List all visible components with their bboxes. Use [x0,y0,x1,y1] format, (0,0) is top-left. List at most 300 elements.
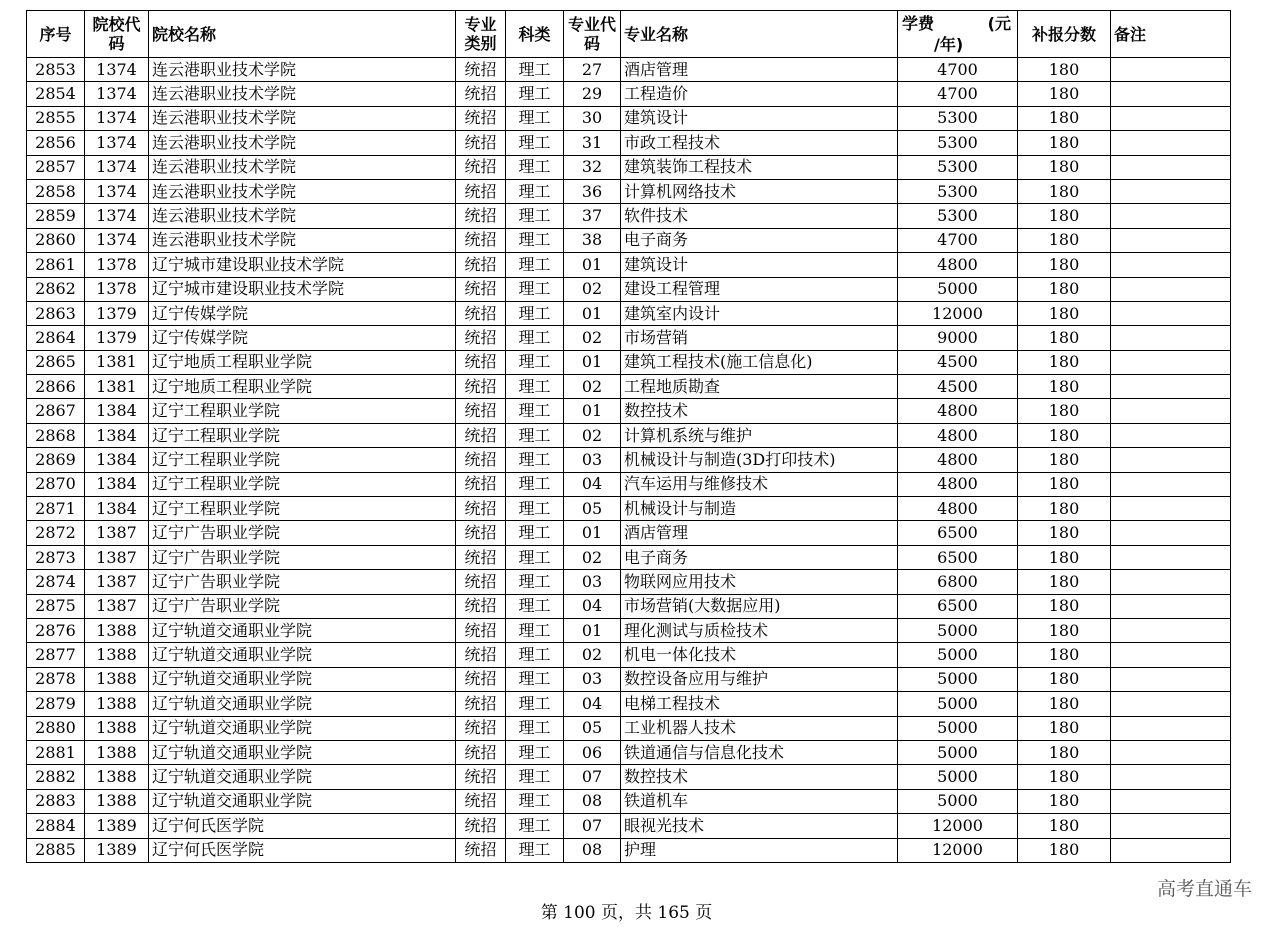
cell-fee: 5300 [898,131,1018,155]
table-row [27,399,1231,423]
header-major-code: 专业代码 [564,11,621,58]
cell-major-name: 建设工程管理 [621,277,898,301]
cell-school-name: 辽宁广告职业学院 [149,521,456,545]
header-seq: 序号 [27,11,85,58]
cell-fee: 5000 [898,740,1018,764]
table-row [27,594,1231,618]
cell-seq: 2878 [27,667,85,691]
cell-school-name: 辽宁工程职业学院 [149,472,456,496]
cell-seq: 2863 [27,301,85,325]
cell-fee: 5000 [898,618,1018,642]
cell-score: 180 [1018,155,1111,179]
cell-seq: 2865 [27,350,85,374]
cell-major-code: 32 [564,155,621,179]
cell-category: 统招 [456,667,506,691]
cell-note [1111,375,1231,399]
cell-fee: 6500 [898,521,1018,545]
table-row [27,545,1231,569]
cell-fee: 5000 [898,789,1018,813]
cell-category: 统招 [456,570,506,594]
cell-score: 180 [1018,497,1111,521]
cell-major-code: 02 [564,326,621,350]
cell-category: 统招 [456,497,506,521]
cell-school-name: 辽宁工程职业学院 [149,423,456,447]
cell-note [1111,131,1231,155]
cell-seq: 2861 [27,253,85,277]
table-row [27,570,1231,594]
cell-subject: 理工 [506,545,564,569]
cell-subject: 理工 [506,570,564,594]
cell-major-name: 软件技术 [621,204,898,228]
cell-major-code: 01 [564,350,621,374]
cell-fee: 4500 [898,350,1018,374]
cell-school-name: 辽宁地质工程职业学院 [149,375,456,399]
cell-subject: 理工 [506,82,564,106]
cell-score: 180 [1018,423,1111,447]
cell-subject: 理工 [506,399,564,423]
cell-major-code: 27 [564,58,621,82]
table-row [27,740,1231,764]
cell-score: 180 [1018,350,1111,374]
cell-school-name: 辽宁何氏医学院 [149,814,456,838]
cell-fee: 12000 [898,301,1018,325]
cell-fee: 5300 [898,155,1018,179]
cell-major-name: 计算机网络技术 [621,179,898,203]
header-note: 备注 [1111,11,1231,58]
cell-major-code: 02 [564,643,621,667]
cell-major-code: 07 [564,765,621,789]
cell-major-code: 02 [564,423,621,447]
cell-category: 统招 [456,326,506,350]
cell-fee: 5300 [898,106,1018,130]
cell-school-code: 1384 [85,423,149,447]
cell-fee: 4500 [898,375,1018,399]
cell-major-name: 建筑室内设计 [621,301,898,325]
cell-major-code: 05 [564,497,621,521]
cell-major-name: 电梯工程技术 [621,692,898,716]
cell-school-name: 辽宁工程职业学院 [149,399,456,423]
cell-subject: 理工 [506,814,564,838]
table-row [27,497,1231,521]
cell-major-name: 电子商务 [621,228,898,252]
table-row [27,667,1231,691]
cell-major-name: 酒店管理 [621,521,898,545]
table-row [27,521,1231,545]
cell-subject: 理工 [506,228,564,252]
cell-major-name: 工程地质勘查 [621,375,898,399]
cell-score: 180 [1018,204,1111,228]
cell-fee: 5000 [898,692,1018,716]
admission-table [26,10,1231,863]
cell-subject: 理工 [506,326,564,350]
cell-major-name: 工程造价 [621,82,898,106]
cell-major-code: 08 [564,838,621,863]
cell-school-code: 1388 [85,740,149,764]
cell-fee: 4700 [898,228,1018,252]
cell-seq: 2877 [27,643,85,667]
cell-note [1111,545,1231,569]
cell-seq: 2872 [27,521,85,545]
cell-note [1111,594,1231,618]
cell-major-code: 29 [564,82,621,106]
table-row [27,179,1231,203]
cell-note [1111,814,1231,838]
cell-major-code: 30 [564,106,621,130]
cell-category: 统招 [456,58,506,82]
cell-school-name: 辽宁传媒学院 [149,301,456,325]
cell-subject: 理工 [506,497,564,521]
cell-school-name: 辽宁地质工程职业学院 [149,350,456,374]
cell-major-name: 物联网应用技术 [621,570,898,594]
cell-note [1111,497,1231,521]
cell-subject: 理工 [506,179,564,203]
cell-note [1111,106,1231,130]
cell-major-name: 数控技术 [621,399,898,423]
table-row [27,472,1231,496]
table-row [27,253,1231,277]
cell-category: 统招 [456,423,506,447]
header-category: 专业类别 [456,11,506,58]
cell-seq: 2880 [27,716,85,740]
cell-note [1111,82,1231,106]
cell-category: 统招 [456,301,506,325]
cell-fee: 9000 [898,326,1018,350]
cell-school-name: 辽宁工程职业学院 [149,448,456,472]
cell-score: 180 [1018,375,1111,399]
cell-score: 180 [1018,253,1111,277]
cell-school-code: 1388 [85,789,149,813]
cell-major-name: 机械设计与制造(3D打印技术) [621,448,898,472]
cell-subject: 理工 [506,521,564,545]
cell-score: 180 [1018,58,1111,82]
cell-school-code: 1378 [85,277,149,301]
cell-major-name: 工业机器人技术 [621,716,898,740]
header-school-name: 院校名称 [149,11,456,58]
cell-major-code: 05 [564,716,621,740]
cell-category: 统招 [456,350,506,374]
cell-note [1111,692,1231,716]
cell-subject: 理工 [506,204,564,228]
cell-seq: 2875 [27,594,85,618]
cell-school-code: 1384 [85,497,149,521]
cell-fee: 5300 [898,179,1018,203]
cell-score: 180 [1018,179,1111,203]
cell-note [1111,350,1231,374]
table-row [27,131,1231,155]
cell-category: 统招 [456,204,506,228]
table-row [27,228,1231,252]
table-header [27,11,1231,58]
cell-major-code: 01 [564,253,621,277]
cell-major-name: 市场营销 [621,326,898,350]
header-major-name: 专业名称 [621,11,898,58]
table-row [27,301,1231,325]
cell-major-code: 01 [564,399,621,423]
cell-school-code: 1379 [85,326,149,350]
cell-fee: 6800 [898,570,1018,594]
cell-note [1111,472,1231,496]
cell-category: 统招 [456,716,506,740]
cell-fee: 4800 [898,448,1018,472]
cell-school-name: 辽宁轨道交通职业学院 [149,716,456,740]
cell-seq: 2857 [27,155,85,179]
cell-major-code: 08 [564,789,621,813]
cell-major-name: 酒店管理 [621,58,898,82]
cell-subject: 理工 [506,106,564,130]
cell-note [1111,643,1231,667]
table-row [27,204,1231,228]
cell-note [1111,618,1231,642]
cell-major-code: 04 [564,692,621,716]
cell-note [1111,204,1231,228]
cell-subject: 理工 [506,253,564,277]
table-row [27,423,1231,447]
cell-school-name: 辽宁轨道交通职业学院 [149,618,456,642]
cell-school-code: 1374 [85,204,149,228]
table-row [27,58,1231,82]
cell-note [1111,521,1231,545]
cell-score: 180 [1018,692,1111,716]
cell-school-code: 1374 [85,155,149,179]
cell-category: 统招 [456,765,506,789]
cell-fee: 6500 [898,545,1018,569]
cell-score: 180 [1018,545,1111,569]
cell-seq: 2873 [27,545,85,569]
cell-school-name: 连云港职业技术学院 [149,179,456,203]
cell-score: 180 [1018,570,1111,594]
cell-seq: 2858 [27,179,85,203]
cell-school-name: 连云港职业技术学院 [149,155,456,179]
cell-fee: 4800 [898,399,1018,423]
cell-seq: 2874 [27,570,85,594]
table-body [27,58,1231,863]
cell-subject: 理工 [506,594,564,618]
cell-major-code: 36 [564,179,621,203]
cell-major-name: 市场营销(大数据应用) [621,594,898,618]
cell-note [1111,326,1231,350]
cell-school-name: 连云港职业技术学院 [149,106,456,130]
cell-major-name: 建筑设计 [621,253,898,277]
cell-subject: 理工 [506,131,564,155]
cell-school-code: 1388 [85,765,149,789]
cell-school-code: 1381 [85,350,149,374]
cell-category: 统招 [456,838,506,863]
cell-school-name: 辽宁城市建设职业技术学院 [149,253,456,277]
cell-school-code: 1374 [85,82,149,106]
cell-school-code: 1379 [85,301,149,325]
cell-category: 统招 [456,789,506,813]
cell-major-code: 02 [564,545,621,569]
cell-note [1111,838,1231,863]
table-row [27,716,1231,740]
cell-score: 180 [1018,131,1111,155]
cell-school-code: 1384 [85,399,149,423]
cell-seq: 2879 [27,692,85,716]
cell-major-name: 汽车运用与维修技术 [621,472,898,496]
cell-school-name: 辽宁轨道交通职业学院 [149,643,456,667]
table-row [27,838,1231,863]
cell-school-code: 1378 [85,253,149,277]
cell-score: 180 [1018,789,1111,813]
cell-fee: 5000 [898,667,1018,691]
cell-school-name: 辽宁城市建设职业技术学院 [149,277,456,301]
cell-score: 180 [1018,326,1111,350]
cell-score: 180 [1018,472,1111,496]
cell-category: 统招 [456,740,506,764]
cell-school-name: 连云港职业技术学院 [149,58,456,82]
table-row [27,326,1231,350]
cell-note [1111,155,1231,179]
cell-major-name: 理化测试与质检技术 [621,618,898,642]
cell-category: 统招 [456,277,506,301]
cell-subject: 理工 [506,58,564,82]
cell-category: 统招 [456,692,506,716]
table-row [27,789,1231,813]
cell-major-name: 铁道机车 [621,789,898,813]
cell-fee: 5000 [898,765,1018,789]
cell-subject: 理工 [506,765,564,789]
cell-major-code: 37 [564,204,621,228]
cell-note [1111,301,1231,325]
cell-subject: 理工 [506,643,564,667]
cell-fee: 4800 [898,497,1018,521]
cell-category: 统招 [456,814,506,838]
cell-school-name: 辽宁轨道交通职业学院 [149,765,456,789]
cell-category: 统招 [456,82,506,106]
cell-major-name: 电子商务 [621,545,898,569]
cell-subject: 理工 [506,692,564,716]
cell-school-code: 1388 [85,692,149,716]
cell-major-name: 计算机系统与维护 [621,423,898,447]
cell-seq: 2867 [27,399,85,423]
cell-score: 180 [1018,82,1111,106]
cell-school-code: 1388 [85,667,149,691]
cell-seq: 2859 [27,204,85,228]
cell-category: 统招 [456,228,506,252]
cell-subject: 理工 [506,155,564,179]
cell-school-name: 连云港职业技术学院 [149,204,456,228]
cell-major-name: 建筑工程技术(施工信息化) [621,350,898,374]
cell-seq: 2882 [27,765,85,789]
cell-fee: 5000 [898,277,1018,301]
cell-note [1111,716,1231,740]
cell-major-name: 数控技术 [621,765,898,789]
header-subject: 科类 [506,11,564,58]
table-row [27,643,1231,667]
cell-major-code: 01 [564,301,621,325]
table-row [27,765,1231,789]
cell-score: 180 [1018,399,1111,423]
cell-score: 180 [1018,765,1111,789]
cell-major-code: 04 [564,472,621,496]
cell-major-code: 06 [564,740,621,764]
cell-score: 180 [1018,301,1111,325]
cell-note [1111,179,1231,203]
header-fee-unit: (元 [987,14,1011,33]
cell-major-code: 01 [564,618,621,642]
table-row [27,618,1231,642]
cell-school-code: 1384 [85,448,149,472]
header-fee-label: 学费 [902,14,935,33]
cell-score: 180 [1018,667,1111,691]
cell-note [1111,228,1231,252]
cell-score: 180 [1018,521,1111,545]
cell-fee: 4800 [898,472,1018,496]
cell-score: 180 [1018,448,1111,472]
cell-school-name: 辽宁轨道交通职业学院 [149,789,456,813]
cell-school-code: 1387 [85,545,149,569]
cell-major-code: 03 [564,667,621,691]
cell-seq: 2864 [27,326,85,350]
cell-category: 统招 [456,253,506,277]
table-row [27,448,1231,472]
cell-major-code: 02 [564,277,621,301]
cell-school-code: 1374 [85,106,149,130]
cell-major-name: 铁道通信与信息化技术 [621,740,898,764]
cell-school-name: 辽宁传媒学院 [149,326,456,350]
cell-score: 180 [1018,643,1111,667]
cell-note [1111,253,1231,277]
cell-seq: 2855 [27,106,85,130]
cell-school-code: 1388 [85,643,149,667]
cell-fee: 4800 [898,423,1018,447]
cell-note [1111,58,1231,82]
cell-score: 180 [1018,838,1111,863]
cell-school-code: 1384 [85,472,149,496]
cell-fee: 4800 [898,253,1018,277]
cell-seq: 2854 [27,82,85,106]
cell-fee: 6500 [898,594,1018,618]
cell-major-code: 07 [564,814,621,838]
cell-seq: 2868 [27,423,85,447]
table-row [27,82,1231,106]
cell-seq: 2862 [27,277,85,301]
cell-score: 180 [1018,106,1111,130]
cell-fee: 5300 [898,204,1018,228]
cell-school-code: 1381 [85,375,149,399]
cell-category: 统招 [456,643,506,667]
cell-note [1111,277,1231,301]
cell-subject: 理工 [506,618,564,642]
cell-category: 统招 [456,545,506,569]
cell-subject: 理工 [506,838,564,863]
table-row [27,277,1231,301]
cell-seq: 2853 [27,58,85,82]
cell-score: 180 [1018,740,1111,764]
cell-school-name: 辽宁轨道交通职业学院 [149,667,456,691]
cell-fee: 4700 [898,58,1018,82]
cell-major-code: 01 [564,521,621,545]
cell-subject: 理工 [506,448,564,472]
cell-category: 统招 [456,594,506,618]
cell-seq: 2860 [27,228,85,252]
table-row [27,375,1231,399]
header-fee-period: /年) [934,35,964,54]
cell-category: 统招 [456,106,506,130]
cell-seq: 2869 [27,448,85,472]
cell-major-code: 03 [564,448,621,472]
cell-school-name: 辽宁广告职业学院 [149,545,456,569]
cell-category: 统招 [456,521,506,545]
cell-score: 180 [1018,618,1111,642]
cell-school-name: 辽宁广告职业学院 [149,570,456,594]
cell-seq: 2884 [27,814,85,838]
cell-score: 180 [1018,594,1111,618]
cell-category: 统招 [456,155,506,179]
cell-category: 统招 [456,179,506,203]
cell-major-name: 护理 [621,838,898,863]
cell-note [1111,740,1231,764]
